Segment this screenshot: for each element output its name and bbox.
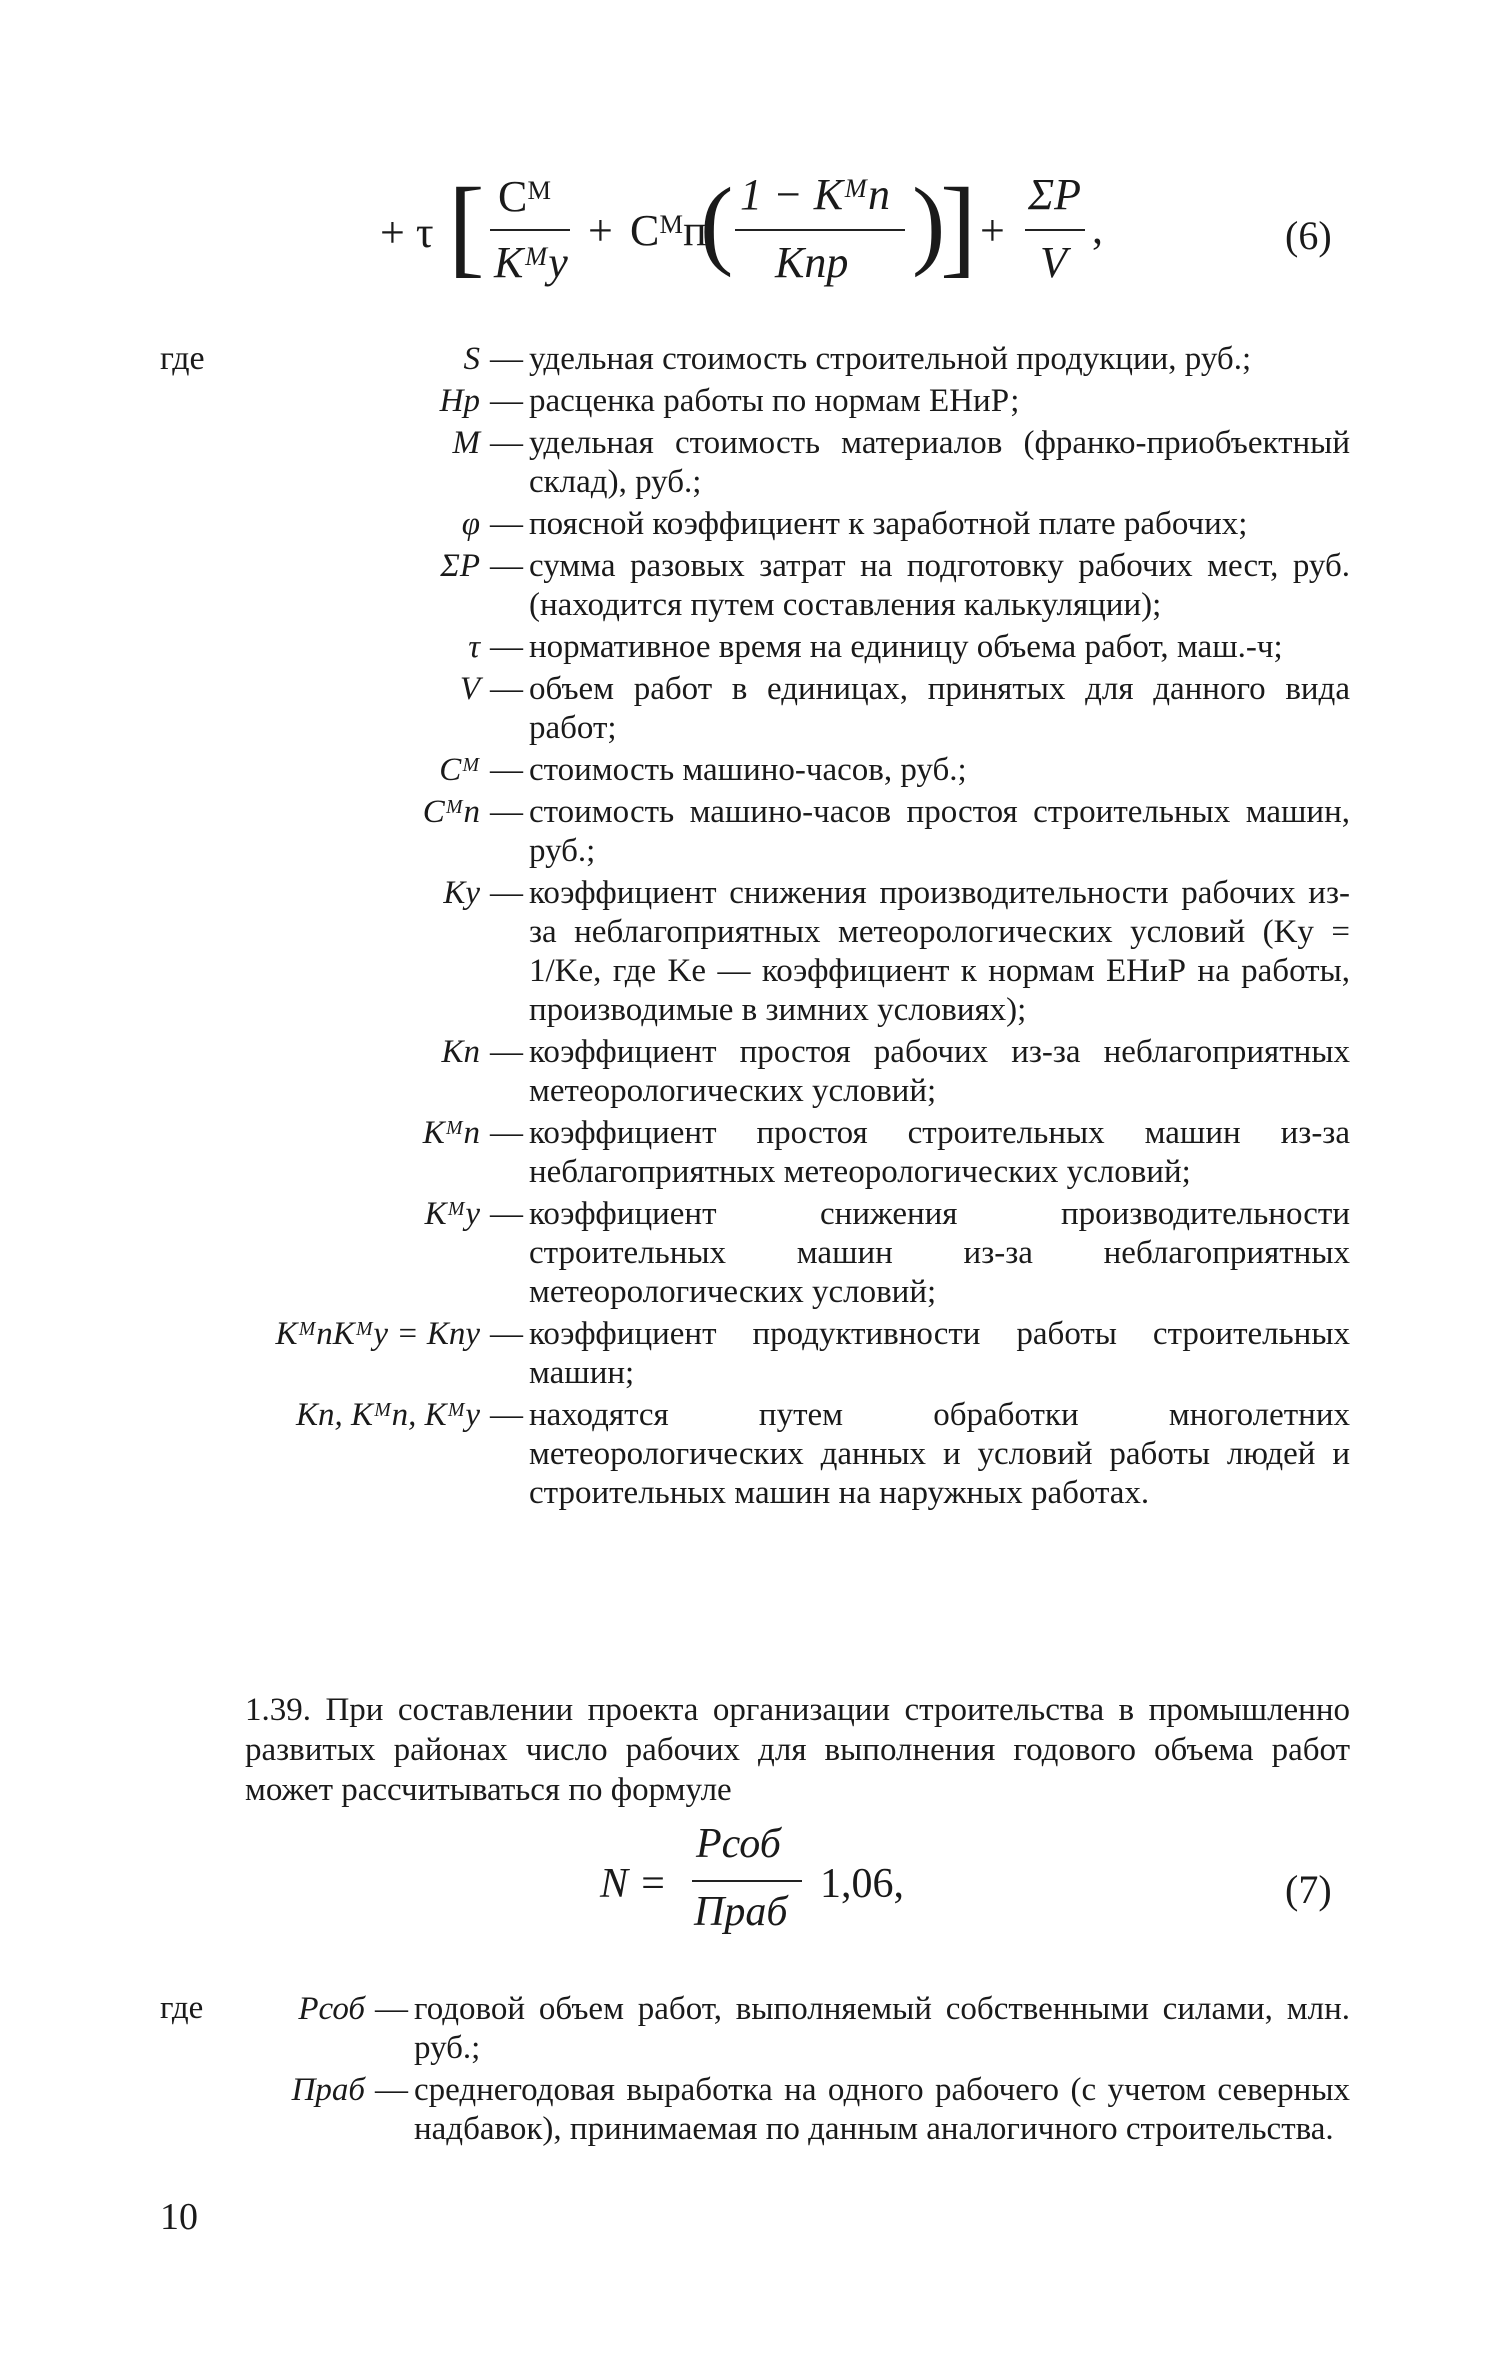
definition-text: расценка работы по нормам ЕНиР; [529,383,1020,419]
definition-text: коэффициент снижения производительности рабочих из-за неблагоприятных метеорологических условий (Kу = 1/Kе, где Kе — коэффициент к нормам ЕНиР на работы, производимые в зимних условиях); [529,875,1350,1028]
definition-item: S — удельная стоимость строительной продукции, руб.; [160,340,1350,379]
page-number: 10 [160,2196,198,2238]
definition-text: стоимость машино-часов, руб.; [529,752,967,788]
formula6-frac2-bar [735,229,905,231]
formula6-frac2-num: 1 − Kᴹп [740,170,890,219]
formula6-plus1: + [588,206,613,255]
formula6-frac1-bar [490,229,570,231]
definition-item: Kп, Kᴹп, Kᴹу — находятся путем обработки многолетних метеорологических данных и условий работы людей и строительных машин на наружных работах. [160,1396,1350,1513]
definition-text: стоимость машино-часов простоя строительных машин, руб.; [529,794,1350,869]
definition-symbol: Cᴹп [422,794,480,830]
definition-text: находятся путем обработки многолетних метеорологических данных и условий работы людей и строительных машин на наружных работах. [529,1397,1350,1511]
definition-item: Kу — коэффициент снижения производительности рабочих из-за неблагоприятных метеорологических условий (Kу = 1/Kе, где Kе — коэффициент к нормам ЕНиР на работы, производимые в зимних условиях); [160,874,1350,1030]
definition-item: Hр — расценка работы по нормам ЕНиР; [160,382,1350,421]
definitions-list [160,340,1350,1516]
formula6-frac2-den: Kпр [775,238,849,287]
definition-symbol: Пpаб [291,2072,365,2108]
definition-symbol: V [459,671,480,707]
definition-text: объем работ в единицах, принятых для данного вида работ; [529,671,1350,746]
definition-symbol: KᴹпKᴹу = Kпу [275,1316,480,1352]
formula7-lhs: N = [600,1861,667,1907]
formula6-frac3-num: ΣP [1028,170,1082,219]
definition-text: удельная стоимость материалов (франко-приобъектный склад), руб.; [529,425,1350,500]
where-label: где [160,340,205,377]
formula6-cmp: Cᴹп [630,206,707,255]
definition-symbol: Kп, Kᴹп, Kᴹу [295,1397,480,1433]
definition-item: Kᴹп — коэффициент простоя строительных машин из-за неблагоприятных метеорологических условий; [160,1114,1350,1192]
formula6-comma: , [1092,204,1103,253]
formula6-frac3-bar [1025,229,1085,231]
formula6-plus2: + [980,206,1005,255]
definition-item: Cᴹ — стоимость машино-часов, руб.; [160,751,1350,790]
definition-item: KᴹпKᴹу = Kпу — коэффициент продуктивности работы строительных машин; [160,1315,1350,1393]
definition-symbol: S [463,341,480,377]
definition-text: коэффициент продуктивности работы строительных машин; [529,1316,1350,1391]
paragraph-1-39 [160,1690,1350,1810]
definition-symbol: Kу [443,875,480,911]
definition-symbol: Kᴹу [424,1196,480,1232]
definition-symbol: Pсоб [298,1991,365,2027]
definition-symbol: ΣP [440,548,480,584]
definition-text: нормативное время на единицу объема работ, маш.-ч; [529,629,1283,665]
definition-item: Пpаб — среднегодовая выработка на одного рабочего (с учетом северных надбавок), принимаемая по данным аналогичного строительства. [160,2071,1350,2149]
definition-item: Kᴹу — коэффициент снижения производительности строительных машин из-за неблагоприятных метеорологических условий; [160,1195,1350,1312]
definition-item: M — удельная стоимость материалов (франко-приобъектный склад), руб.; [160,424,1350,502]
definition-item: V — объем работ в единицах, принятых для данного вида работ; [160,670,1350,748]
formula6-paren-close: ) [912,167,946,278]
definition-symbol: Cᴹ [439,752,480,788]
formula6-frac1-den: Kᴹу [494,238,568,287]
definition-text: сумма разовых затрат на подготовку рабочих мест, руб. (находится путем составления калькуляции); [529,548,1350,623]
definition-symbol: Kп [441,1034,480,1070]
formula6-lead: + τ [380,208,434,257]
equation-number-7: (7) [1285,1867,1332,1912]
formula-6 [380,165,1340,305]
definition-text: среднегодовая выработка на одного рабочего (с учетом северных надбавок), принимаемая по данным аналогичного строительства. [414,2072,1350,2147]
formula6-paren-open: ( [700,167,734,278]
formula-7 [600,1820,1320,1980]
definition-text: годовой объем работ, выполняемый собственными силами, млн. руб.; [414,1991,1350,2066]
paragraph-text: 1.39. При составлении проекта организации строительства в промышленно развитых районах число рабочих для выполнения годового объема работ может рассчитываться по формуле [245,1692,1350,1808]
formula7-den: Пpаб [694,1889,788,1935]
equation-number-6: (6) [1285,213,1332,258]
definition-item: φ — поясной коэффициент к заработной плате рабочих; [160,505,1350,544]
definition-text: коэффициент простоя рабочих из-за неблагоприятных метеорологических условий; [529,1034,1350,1109]
formula7-num: Pсоб [696,1821,781,1867]
formula6-frac3-den: V [1040,238,1067,287]
formula6-bracket-open: [ [448,165,485,287]
definition-item: Cᴹп — стоимость машино-часов простоя строительных машин, руб.; [160,793,1350,871]
definition-item: Pсоб — годовой объем работ, выполняемый собственными силами, млн. руб.; [160,1990,1350,2068]
definition-item: Kп — коэффициент простоя рабочих из-за неблагоприятных метеорологических условий; [160,1033,1350,1111]
definition-symbol: τ [468,629,480,665]
definition-item: τ — нормативное время на единицу объема работ, маш.-ч; [160,628,1350,667]
definition-symbol: M [452,425,480,461]
definition-text: удельная стоимость строительной продукции, руб.; [529,341,1252,377]
definition-text: поясной коэффициент к заработной плате рабочих; [529,506,1248,542]
where-label-2: где [160,1990,204,2026]
definition-symbol: Kᴹп [422,1115,480,1151]
formula6-frac1-num: Cᴹ [498,172,552,221]
definition-symbol: Hр [439,383,480,419]
definition-text: коэффициент снижения производительности строительных машин из-за неблагоприятных метеорологических условий; [529,1196,1350,1310]
definition-item: ΣP — сумма разовых затрат на подготовку рабочих мест, руб. (находится путем составления калькуляции); [160,547,1350,625]
formula6-bracket-close: ] [940,165,977,287]
formula7-factor: 1,06, [820,1861,904,1907]
definition-symbol: φ [461,506,480,542]
formula7-bar [692,1880,802,1882]
definition-text: коэффициент простоя строительных машин из-за неблагоприятных метеорологических условий; [529,1115,1350,1190]
definitions-list-2 [160,1990,1350,2152]
